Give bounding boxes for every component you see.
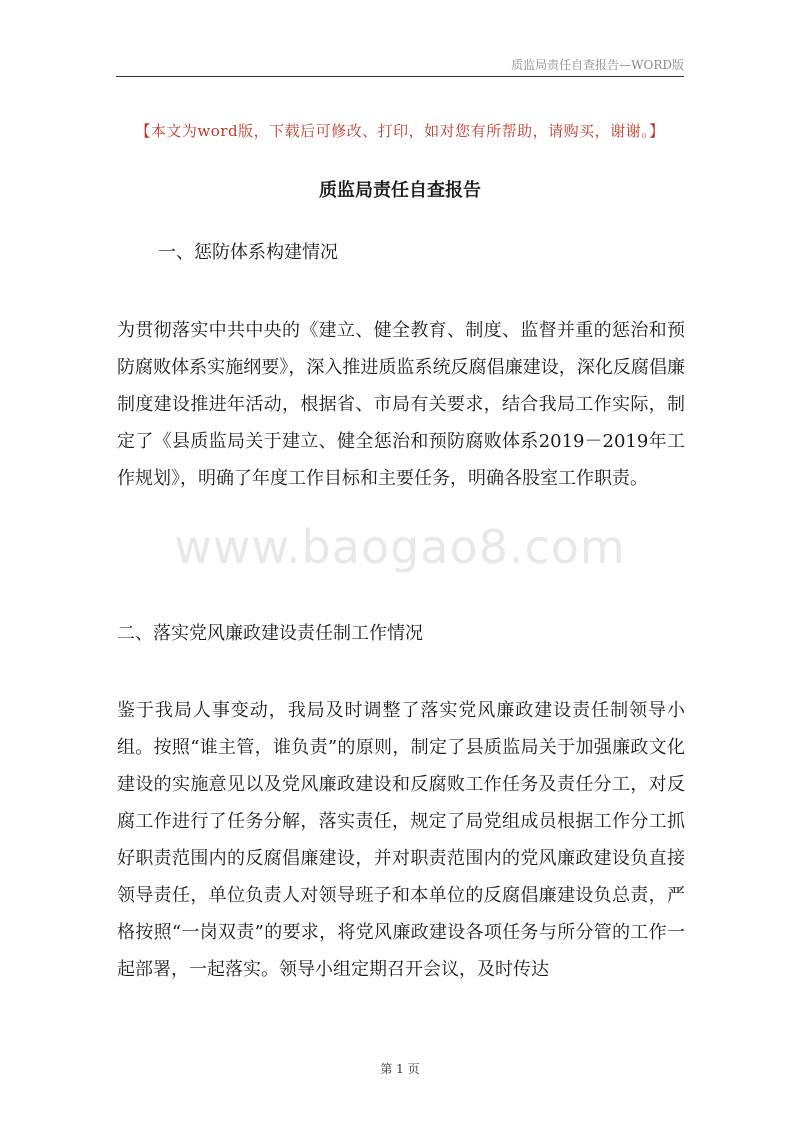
document-title: 质监局责任自查报告 [319, 180, 481, 201]
section-heading-1: 一、惩防体系构建情况 [158, 242, 338, 263]
header-divider [116, 76, 684, 77]
section-heading-2: 二、落实党风廉政建设责任制工作情况 [117, 623, 423, 644]
purchase-notice: 【本文为word版，下载后可修改、打印，如对您有所帮助，请购买，谢谢。】 [135, 122, 665, 140]
section-paragraph-2: 鉴于我局人事变动，我局及时调整了落实党风廉政建设责任制领导小组。按照“谁主管，谁负责”的原则，制定了县质监局关于加强廉政文化建设的实施意见以及党风廉政建设和反腐败工作任务及责任分工，对反腐工作进行了任务分解，落实责任，规定了局党组成员根据工作分工抓好职责范围内的反腐倡廉建设，并对职责范围内的党风廉政建设负直接领导责任，单位负责人对领导班子和本单位的反腐倡廉建设负总责，严格按照“一岗双责”的要求，将党风廉政建设各项任务与所分管的工作一起部署，一起落实。领导小组定期召开会议，及时传达 [117, 700, 685, 980]
running-header: 质监局责任自查报告—WORD版 [511, 58, 684, 72]
watermark-text: www.baogao8.com [174, 520, 626, 574]
section-paragraph-1: 为贯彻落实中共中央的《建立、健全教育、制度、监督并重的惩治和预防腐败体系实施纲要》，深入推进质监系统反腐倡廉建设，深化反腐倡廉制度建设推进年活动，根据省、市局有关要求，结合我局工作实际，制定了《县质监局关于建立、健全惩治和预防腐败体系2019－2019年工作规划》，明确了年度工作目标和主要任务，明确各股室工作职责。 [117, 320, 685, 489]
page-number: 第 1 页 [380, 1062, 420, 1076]
